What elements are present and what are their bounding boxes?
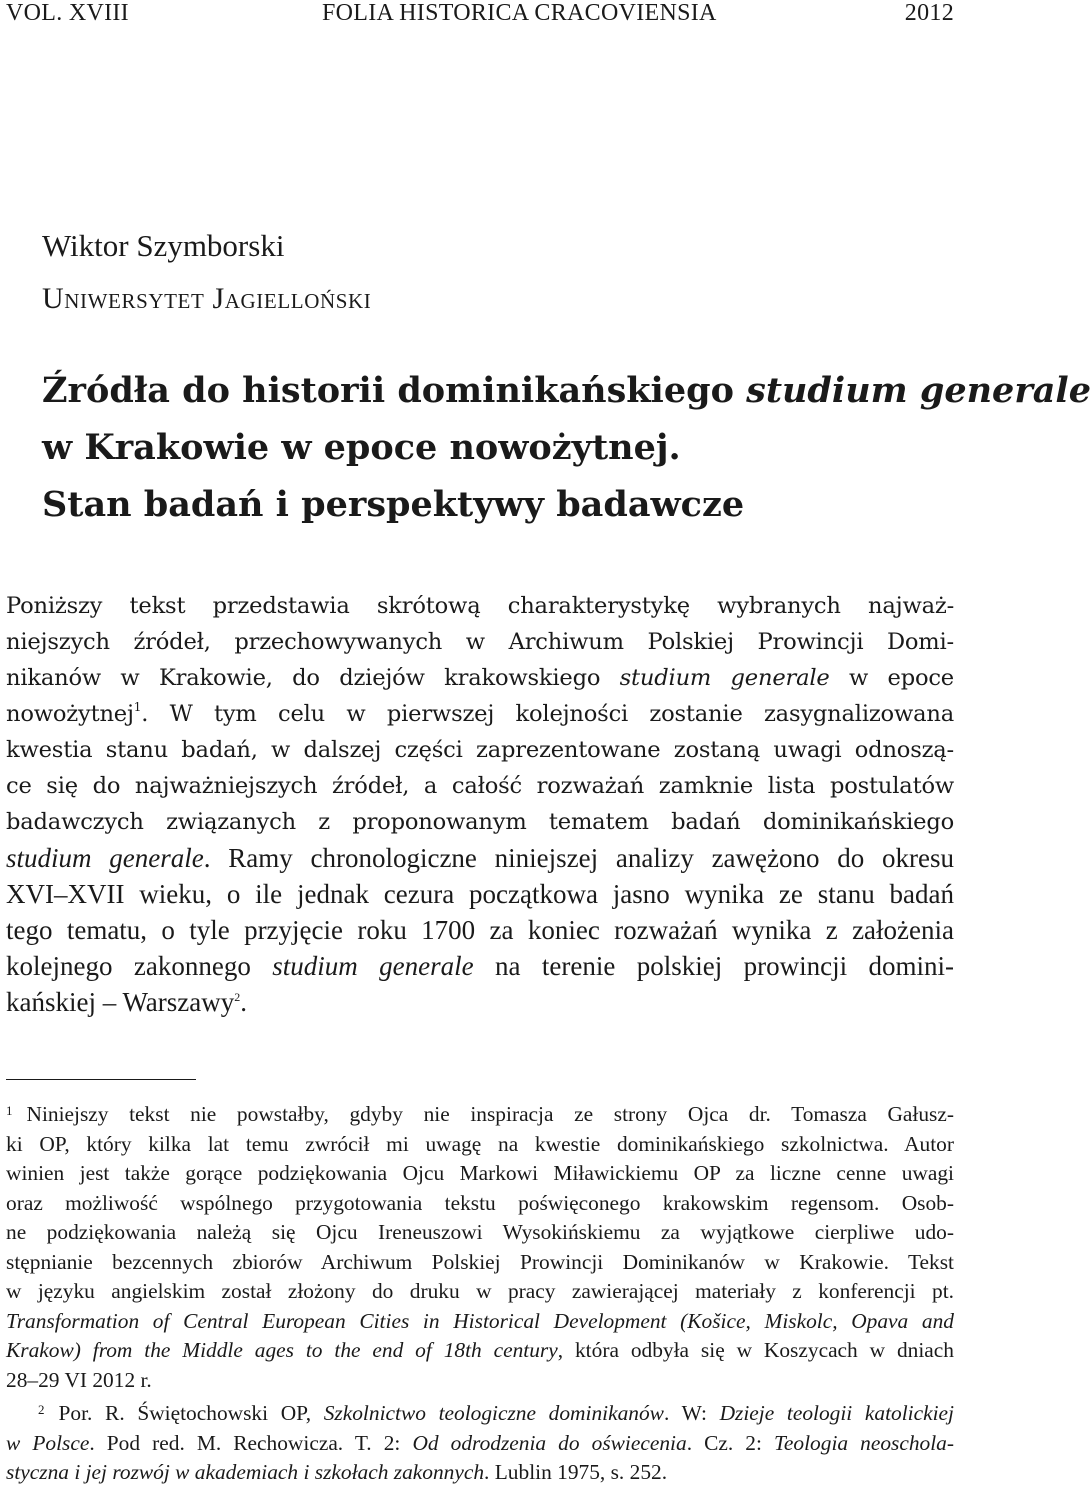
footnote-text: . W:: [663, 1401, 720, 1425]
body-paragraph: [6, 588, 954, 1020]
footnote-line: [6, 1395, 954, 1429]
footnote-number: 1: [6, 1103, 13, 1118]
footnote-line: [6, 1429, 954, 1459]
footnote-line: winien jest także gorące podziękowania Ojcu Markowi Miławickiemu OP za liczne cenne uwagi: [6, 1161, 954, 1185]
body-text-run: w epoce: [829, 665, 954, 691]
running-header: [0, 0, 960, 30]
title-line-2: w Krakowie w epoce nowożytnej.: [42, 427, 681, 468]
footnotes: [6, 1096, 954, 1488]
footnote-italic: Krakow) from the Middle ages to the end of 18th century: [6, 1338, 558, 1362]
body-text-run: . W tym celu w pierwszej kolejności zostanie zasygnalizowana: [141, 701, 954, 727]
footnote-line: [6, 1458, 954, 1488]
footnote-text: , która odbyła się w Koszycach w dniach: [557, 1338, 954, 1362]
footnote-italic: Transformation of Central European Cities in Historical Development (Košice, Miskolc, Opava and: [6, 1308, 954, 1333]
body-line: tego tematu, o tyle przyjęcie roku 1700 za koniec rozważań wynika z założenia: [6, 915, 954, 945]
body-line: [6, 696, 954, 732]
title-italic-term: studium generale: [746, 370, 1091, 411]
body-text-run: . Ramy chronologiczne niniejszej analizy zawężono do okresu: [203, 843, 954, 873]
body-line: niejszych źródeł, przechowywanych w Archiwum Polskiej Prowincji Domi-: [6, 629, 954, 655]
footnote-line: [6, 1336, 954, 1366]
body-line: [6, 984, 954, 1020]
footnote-line: ki OP, który kilka lat temu zwrócił mi uwagę na kwestie dominikańskiego szkolnictwa. Autor: [6, 1131, 954, 1156]
footnote-line: oraz możliwość wspólnego przygotowania tekstu poświęconego krakowskim regensom. Osob-: [6, 1190, 954, 1215]
body-line: [6, 660, 954, 696]
journal-name: FOLIA HISTORICA CRACOVIENSIA: [322, 0, 717, 26]
body-line: kwestia stanu badań, w dalszej części zaprezentowane zostaną uwagi odnoszą-: [6, 737, 954, 763]
author-affiliation: Uniwersytet Jagielloński: [42, 282, 372, 315]
author-name: Wiktor Szymborski: [42, 228, 285, 263]
footnote-line: [6, 1096, 954, 1130]
footnote-text: . Lublin 1975, s. 252.: [484, 1460, 668, 1484]
body-line: XVI–XVII wieku, o ile jednak cezura początkowa jasno wynika ze stanu badań: [6, 879, 954, 909]
italic-term: studium generale: [272, 951, 474, 981]
body-text-run: na terenie polskiej prowincji domini-: [473, 951, 954, 981]
title-text: Źródła do historii dominikańskiego: [42, 370, 747, 411]
body-line: [6, 948, 954, 984]
title-line-1: [42, 362, 1091, 419]
footnote-italic: Dzieje teologii katolickiej: [719, 1401, 954, 1425]
footnote-ref[interactable]: 1: [133, 700, 142, 714]
footnote-text: . Pod red. M. Rechowicza. T. 2:: [89, 1430, 413, 1455]
body-text-run: kańskiej – Warszawy: [6, 987, 235, 1017]
footnote-line: stępnianie bezcennych zbiorów Archiwum Polskiej Prowincji Dominikanów w Krakowie. Tekst: [6, 1249, 954, 1274]
italic-term: studium generale: [619, 665, 830, 691]
body-line: ce się do najważniejszych źródeł, a całość rozważań zamknie lista postulatów: [6, 773, 954, 799]
footnote-line: w języku angielskim został złożony do druku w pracy zawierającej materiały z konferencji pt.: [6, 1279, 954, 1303]
article-title: [42, 362, 1091, 533]
body-text-run: .: [240, 987, 248, 1017]
footnote-text: . Cz. 2:: [686, 1430, 774, 1455]
title-line-3: Stan badań i perspektywy badawcze: [42, 484, 745, 525]
body-text-run: nowożytnej: [6, 701, 134, 727]
body-text-run: kolejnego zakonnego: [6, 951, 273, 981]
footnote-italic: Od odrodzenia do oświecenia: [412, 1430, 687, 1455]
italic-term: studium generale: [6, 843, 204, 873]
footnote-text: Por. R. Świętochowski OP,: [58, 1401, 324, 1425]
footnote-italic: Szkolnictwo teologiczne dominikanów: [323, 1401, 664, 1425]
footnote-ref[interactable]: 2: [234, 990, 241, 1004]
body-text-run: nikanów w Krakowie, do dziejów krakowskiego: [6, 665, 620, 691]
footnote-separator: [6, 1079, 196, 1080]
footnote-line: 28–29 VI 2012 r.: [6, 1367, 152, 1392]
footnote-italic: Teologia neoschola-: [773, 1430, 954, 1455]
body-line: badawczych związanych z proponowanym tematem badań dominikańskiego: [6, 809, 954, 835]
footnote-text: Niniejszy tekst nie powstałby, gdyby nie inspiracja ze strony Ojca dr. Tomasza Gałusz-: [26, 1102, 954, 1126]
footnote-line: ne podziękowania należą się Ojcu Ireneuszowi Wysokińskiemu za wyjątkowe cierpliwe udo-: [6, 1220, 954, 1244]
body-line: Poniższy tekst przedstawia skrótową charakterystykę wybranych najważ-: [6, 593, 954, 619]
footnote-italic: w Polsce: [6, 1430, 90, 1455]
volume-label: VOL. XVIII: [6, 0, 129, 26]
footnote-italic: styczna i jej rozwój w akademiach i szkołach zakonnych: [6, 1460, 485, 1484]
year-label: 2012: [904, 0, 954, 26]
footnote-line: [6, 1307, 954, 1337]
footnote-number: 2: [38, 1402, 45, 1417]
body-line: [6, 840, 954, 876]
